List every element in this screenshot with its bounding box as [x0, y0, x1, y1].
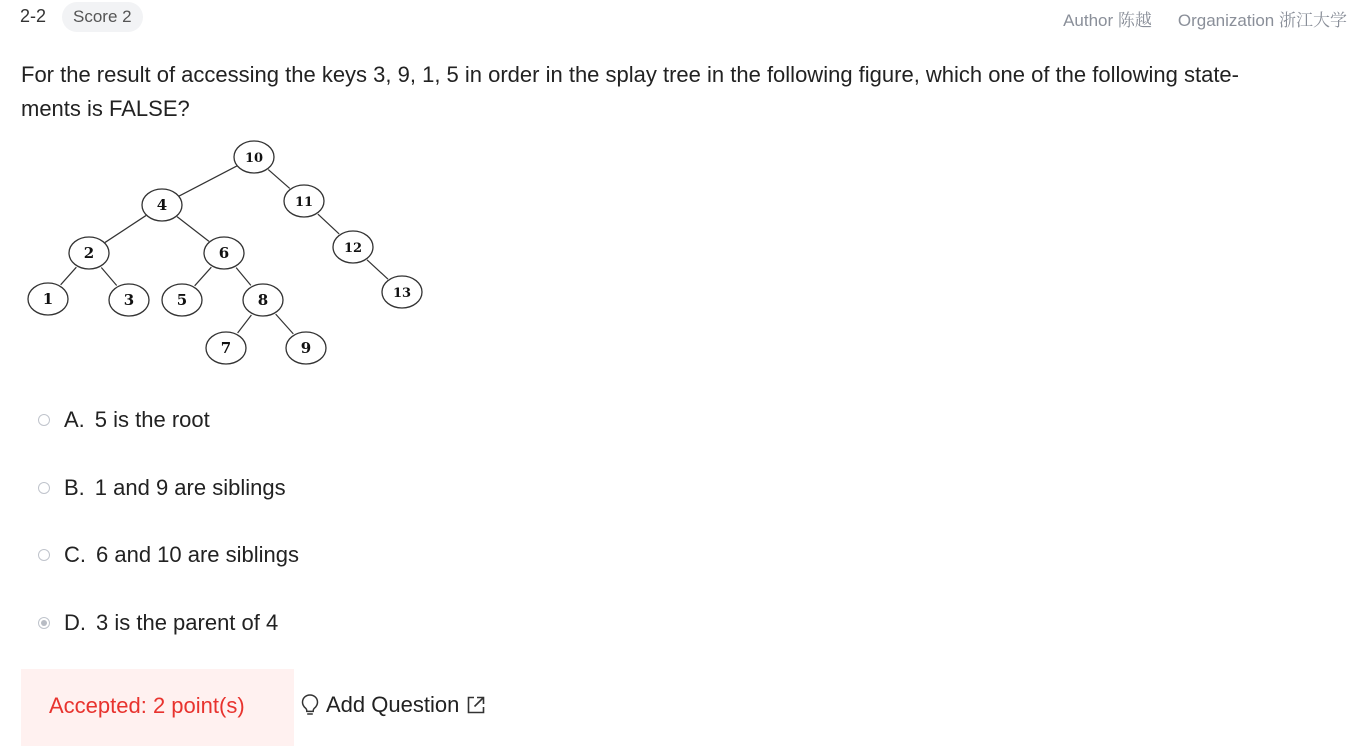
tree-edge-4-6: [177, 217, 209, 242]
radio-d-selected[interactable]: [38, 617, 50, 629]
option-c-letter: C.: [64, 542, 86, 567]
question-header: [0, 0, 1358, 34]
tree-node-label: 1: [42, 290, 54, 308]
tree-node-label: 3: [123, 291, 135, 309]
tree-node-label: 6: [218, 244, 230, 262]
question-line-1: For the result of accessing the keys 3, 9, 1, 5 in order in the splay tree in the following figure, which one of the following state-: [21, 62, 1239, 87]
tree-node-7: [206, 332, 246, 364]
score-badge: Score 2: [62, 2, 143, 32]
tree-node-9: [286, 332, 326, 364]
tree-node-label: 7: [220, 339, 232, 357]
tree-edge-2-1: [61, 267, 77, 285]
tree-edge-8-7: [238, 315, 252, 333]
tree-node-3: [109, 284, 149, 316]
author-label: Author 陈越: [1063, 11, 1152, 30]
option-b-letter: B.: [64, 475, 85, 500]
question-line-2: ments is FALSE?: [21, 96, 190, 121]
tree-node-6: [204, 237, 244, 269]
question-text: [21, 58, 1331, 126]
external-link-icon: [466, 695, 486, 715]
tree-node-11: [284, 185, 324, 217]
tree-edge-10-11: [268, 170, 289, 189]
tree-node-label: 2: [83, 244, 95, 262]
tree-node-1: [28, 283, 68, 315]
tree-node-4: [142, 189, 182, 221]
option-d-letter: D.: [64, 610, 86, 635]
tree-node-8: [243, 284, 283, 316]
tree-node-label: 8: [257, 291, 269, 309]
add-question-link[interactable]: [300, 692, 486, 718]
tree-edge-11-12: [318, 214, 339, 234]
tree-node-label: 5: [176, 291, 188, 309]
option-a-text: 5 is the root: [94, 407, 210, 432]
tree-edge-6-8: [236, 268, 251, 286]
radio-c[interactable]: [38, 549, 50, 561]
radio-b[interactable]: [38, 482, 50, 494]
tree-node-5: [162, 284, 202, 316]
option-b-text: 1 and 9 are siblings: [94, 475, 286, 500]
tree-edge-8-9: [276, 314, 294, 334]
tree-node-label: 9: [300, 339, 312, 357]
splay-tree-figure: [20, 134, 440, 379]
lightbulb-icon: [300, 693, 320, 717]
tree-node-label: 4: [156, 196, 168, 214]
option-c[interactable]: [38, 535, 438, 575]
tree-node-label: 13: [392, 286, 412, 301]
tree-node-label: 11: [294, 195, 314, 210]
tree-edge-4-2: [105, 215, 146, 242]
tree-edge-10-4: [179, 166, 237, 196]
option-a-letter: A.: [64, 407, 85, 432]
radio-a[interactable]: [38, 414, 50, 426]
add-question-label: Add Question: [326, 692, 460, 717]
option-c-text: 6 and 10 are siblings: [96, 542, 300, 567]
tree-node-10: [234, 141, 274, 173]
option-a[interactable]: [38, 400, 438, 440]
question-meta: [1037, 6, 1347, 31]
tree-node-13: [382, 276, 422, 308]
tree-edge-2-3: [101, 267, 116, 285]
tree-node-label: 10: [244, 151, 264, 166]
accepted-status: Accepted: 2 point(s): [49, 693, 245, 718]
option-d[interactable]: [38, 603, 438, 643]
splay-tree-svg: [20, 134, 440, 374]
tree-edge-12-13: [367, 260, 388, 279]
result-banner: [21, 669, 294, 746]
tree-node-2: [69, 237, 109, 269]
option-b[interactable]: [38, 468, 438, 508]
tree-edge-6-5: [195, 267, 212, 286]
question-number: 2-2: [20, 6, 47, 26]
option-d-text: 3 is the parent of 4: [96, 610, 279, 635]
organization-label: Organization 浙江大学: [1177, 11, 1347, 30]
tree-node-label: 12: [343, 241, 363, 256]
tree-node-12: [333, 231, 373, 263]
